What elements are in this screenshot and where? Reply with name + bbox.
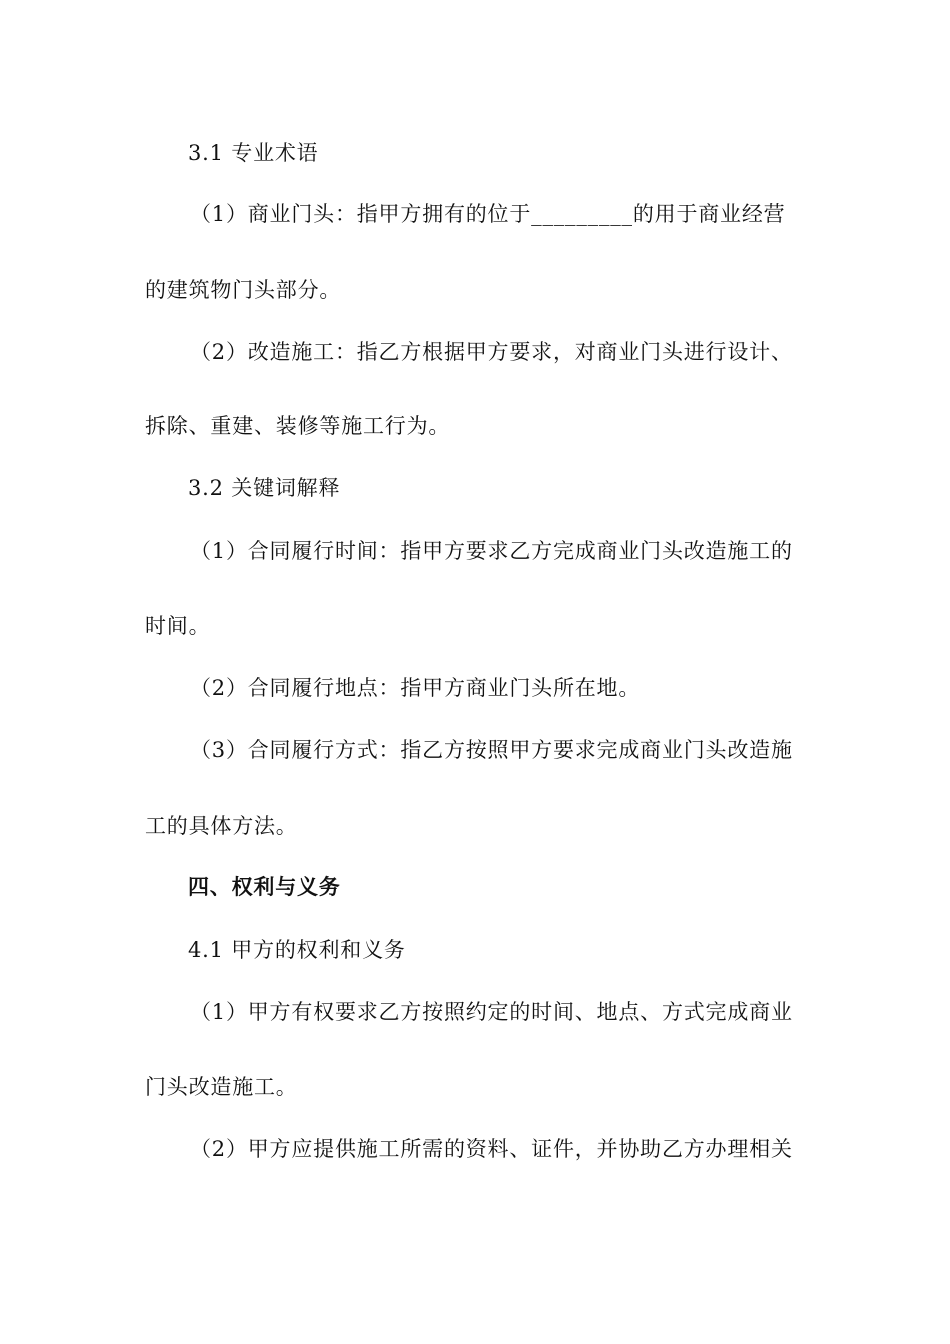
paragraph-line: （2）改造施工：指乙方根据甲方要求，对商业门头进行设计、 [190,340,793,364]
paragraph-line: 门头改造施工。 [145,1075,298,1099]
paragraph-line: （2）甲方应提供施工所需的资料、证件，并协助乙方办理相关 [190,1137,793,1161]
paragraph-line: 时间。 [145,614,211,638]
paragraph-line: （3）合同履行方式：指乙方按照甲方要求完成商业门头改造施 [190,738,793,762]
paragraph-line: 工的具体方法。 [145,814,298,838]
section-heading-3-2: 3.2 关键词解释 [188,476,341,500]
chapter-heading: 四、权利与义务 [188,874,341,899]
paragraph-line: （1）合同履行时间：指甲方要求乙方完成商业门头改造施工的 [190,539,793,563]
paragraph-line: 的建筑物门头部分。 [145,278,342,302]
section-heading-4-1: 4.1 甲方的权利和义务 [188,938,406,962]
paragraph-line: （1）商业门头：指甲方拥有的位于_________的用于商业经营 [190,202,786,226]
paragraph-line: （1）甲方有权要求乙方按照约定的时间、地点、方式完成商业 [190,1000,793,1024]
section-heading-3-1: 3.1 专业术语 [188,141,319,165]
paragraph-line: 拆除、重建、装修等施工行为。 [145,414,451,438]
paragraph-line: （2）合同履行地点：指甲方商业门头所在地。 [190,676,641,700]
